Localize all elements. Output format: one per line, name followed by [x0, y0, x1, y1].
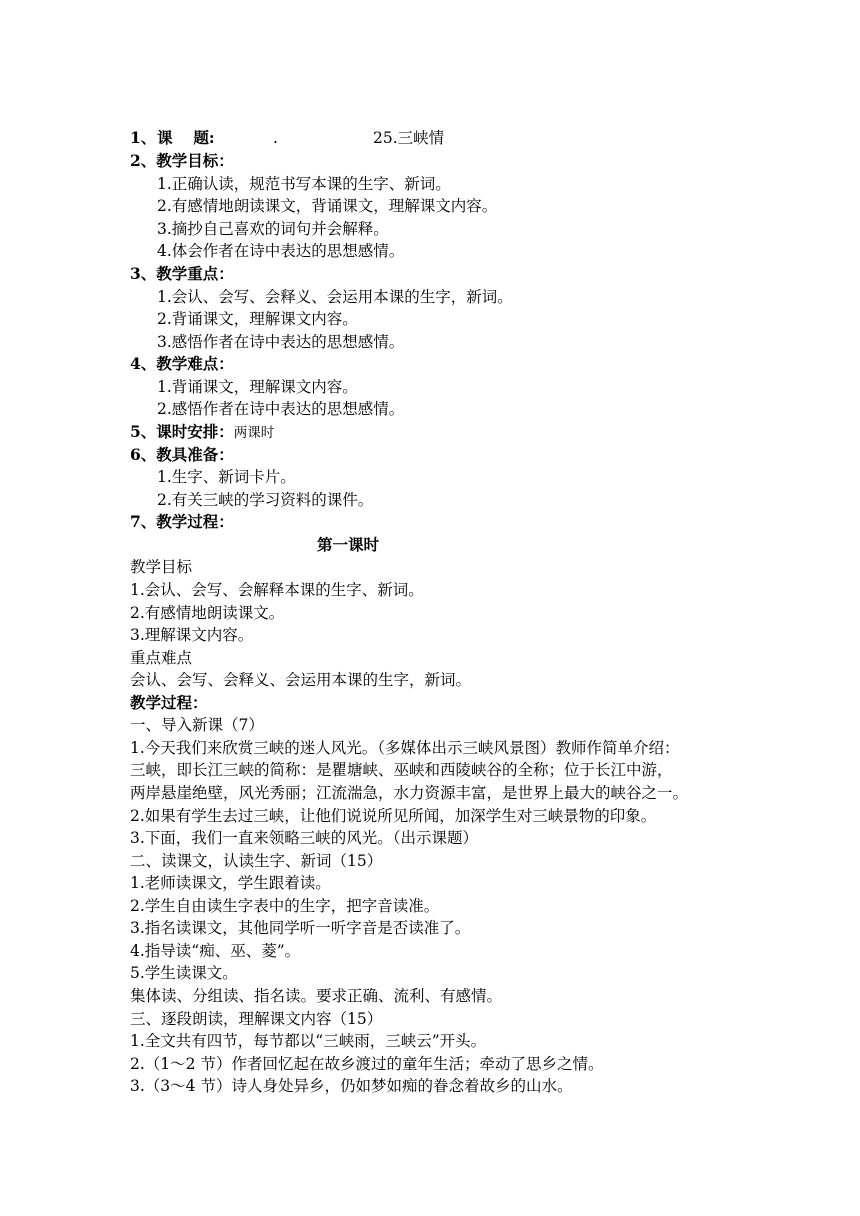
- process-line: 3.下面，我们一直来领略三峡的风光。（出示课题）: [130, 829, 479, 847]
- objective-item: 2.有感情地朗读课文，背诵课文，理解课文内容。: [157, 197, 498, 215]
- difficulty-item: 1.背诵课文，理解课文内容。: [157, 378, 358, 396]
- key-difficulty-text: 会认、会写、会释义、会运用本课的生字，新词。: [130, 671, 472, 689]
- key-point-item: 3.感悟作者在诗中表达的思想感情。: [157, 333, 405, 351]
- lesson-dot: .: [273, 129, 278, 147]
- process-line: 4.指导读“痴、巫、菱”。: [130, 942, 301, 960]
- process-line: 三、逐段朗读，理解课文内容（15）: [130, 1010, 383, 1028]
- objective-item: 3.摘抄自己喜欢的词句并会解释。: [157, 220, 389, 238]
- process-line: 2.学生自由读生字表中的生字，把字音读准。: [130, 897, 440, 915]
- process-line: 3.（3～4 节）诗人身处异乡，仍如梦如痴的眷念着故乡的山水。: [130, 1077, 573, 1095]
- process-line: 5.学生读课文。: [130, 964, 238, 982]
- steps-heading: 教学过程：: [130, 693, 208, 712]
- process-line: 两岸悬崖绝壁，风光秀丽；江流湍急，水力资源丰富，是世界上最大的峡谷之一。: [130, 784, 689, 802]
- lesson-title: 25.三峡情: [373, 129, 445, 147]
- schedule-heading: 5、课时安排：: [130, 422, 234, 441]
- material-item: 1.生字、新词卡片。: [157, 468, 296, 486]
- objective-item: 1.正确认读，规范书写本课的生字、新词。: [157, 175, 451, 193]
- lesson-number: 1、: [130, 128, 157, 147]
- objective-item: 4.体会作者在诗中表达的思想感情。: [157, 242, 405, 260]
- schedule-line: [130, 421, 274, 444]
- process-heading: 7、教学过程：: [130, 512, 234, 531]
- process-line: 3.指名读课文，其他同学听一听字音是否读准了。: [130, 919, 471, 937]
- process-line: 三峡，即长江三峡的简称：是瞿塘峡、巫峡和西陵峡谷的全称；位于长江中游，: [130, 761, 673, 779]
- lesson-label: 课 题:: [157, 128, 215, 147]
- material-item: 2.有关三峡的学习资料的课件。: [157, 491, 374, 509]
- schedule-value: 两课时: [233, 425, 275, 441]
- session-objective-item: 3.理解课文内容。: [130, 626, 254, 644]
- key-point-item: 1.会认、会写、会释义、会运用本课的生字，新词。: [157, 288, 513, 306]
- process-line: 2.如果有学生去过三峡，让他们说说所见所闻，加深学生对三峡景物的印象。: [130, 807, 657, 825]
- key-points-heading: 3、教学重点：: [130, 264, 234, 283]
- difficulties-heading: 4、教学难点：: [130, 354, 234, 373]
- process-line: 二、读课文，认读生字、新词（15）: [130, 852, 383, 870]
- process-line: 1.老师读课文，学生跟着读。: [130, 874, 331, 892]
- process-line: 1.今天我们来欣赏三峡的迷人风光。（多媒体出示三峡风景图）教师作简单介绍：: [130, 739, 680, 757]
- session-objective-item: 1.会认、会写、会解释本课的生字、新词。: [130, 581, 424, 599]
- difficulty-item: 2.感悟作者在诗中表达的思想感情。: [157, 400, 405, 418]
- process-line: 集体读、分组读、指名读。要求正确、流利、有感情。: [130, 987, 503, 1005]
- process-line: 一、导入新课（7）: [130, 716, 264, 734]
- process-line: 1.全文共有四节，每节都以“三峡雨，三峡云”开头。: [130, 1032, 487, 1050]
- session-objective-item: 2.有感情地朗读课文。: [130, 604, 285, 622]
- materials-heading: 6、教具准备：: [130, 445, 234, 464]
- key-point-item: 2.背诵课文，理解课文内容。: [157, 310, 358, 328]
- session-objectives-label: 教学目标: [130, 558, 193, 576]
- objectives-heading: 2、教学目标：: [130, 151, 234, 170]
- process-line: 2.（1～2 节）作者回忆起在故乡渡过的童年生活；牵动了思乡之情。: [130, 1055, 604, 1073]
- key-difficulty-label: 重点难点: [130, 649, 193, 667]
- session-title: 第一课时: [317, 535, 380, 554]
